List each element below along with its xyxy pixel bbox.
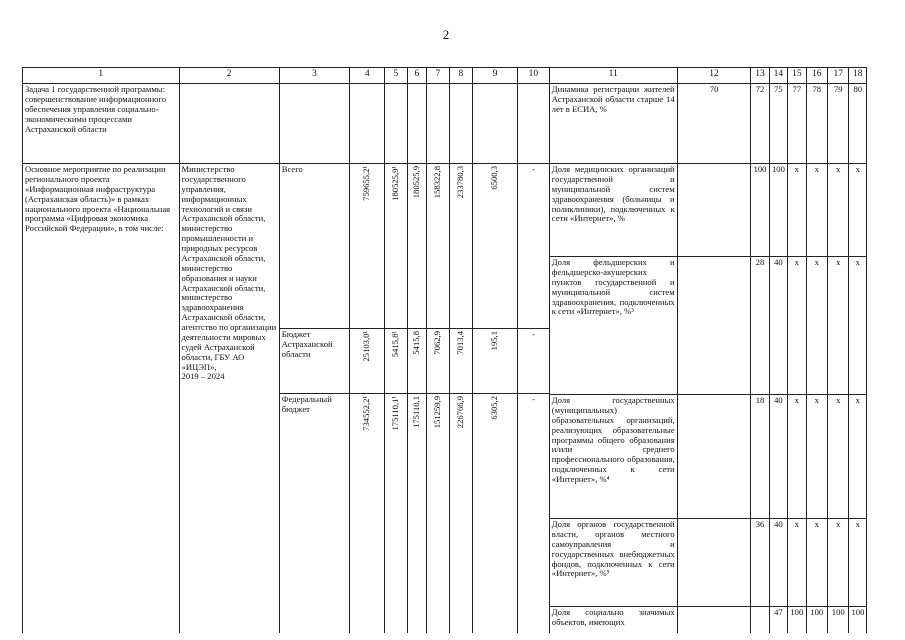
- event-executors-text: Министерство государственного управления, информационных технологий и связи Астраханской области, министерство промышленности и природных ресурсов Астраханской области, министерство образования и науки Астраханской области, министерство здравоохранения Астраханской области, агентство по организации деятельности мировых судей Астраханской области, ГБУ АО «ИЦЭП»,: [181, 164, 277, 372]
- header-cell: 7: [427, 68, 450, 84]
- indicator-value: x: [806, 395, 827, 519]
- task-value: 72: [751, 84, 769, 164]
- indicator-value: [751, 607, 769, 633]
- header-cell: 9: [473, 68, 518, 84]
- funding-value: 5415,8¹: [389, 331, 400, 358]
- indicator-text: Доля органов государственной власти, органов местного самоуправления и государственных внебюджетных фондов, подключенных к сети «Интернет», %⁵: [549, 519, 677, 607]
- indicator-value: x: [788, 395, 806, 519]
- funding-value: 226766,9: [454, 396, 465, 429]
- indicator-value: [677, 395, 751, 519]
- indicator-value: x: [828, 519, 849, 607]
- header-cell: 14: [769, 68, 787, 84]
- task-value: 78: [806, 84, 827, 164]
- funding-value: 233780,3: [454, 166, 465, 199]
- funding-value: -: [518, 394, 550, 633]
- indicator-value: 40: [769, 395, 787, 519]
- indicator-text: Доля фельдшерских и фельдшерско-акушерских пунктов государственной и муниципальной систем здравоохранения, подключенных к сети «Интернет», %³: [549, 257, 677, 395]
- indicator-value: 100: [769, 164, 787, 257]
- indicator-value: x: [806, 164, 827, 257]
- indicator-value: x: [828, 164, 849, 257]
- task-row: [23, 84, 867, 164]
- indicator-value: [677, 164, 751, 257]
- indicator-value: 28: [751, 257, 769, 395]
- indicator-value: 100: [806, 607, 827, 633]
- indicator-value: x: [828, 257, 849, 395]
- header-cell: 17: [828, 68, 849, 84]
- indicator-value: x: [788, 519, 806, 607]
- indicator-value: 36: [751, 519, 769, 607]
- funding-total: 25103,0¹: [361, 331, 372, 362]
- indicator-value: 100: [828, 607, 849, 633]
- indicator-value: 40: [769, 257, 787, 395]
- header-cell: 18: [849, 68, 867, 84]
- task-value: 77: [788, 84, 806, 164]
- task-value: 79: [828, 84, 849, 164]
- indicator-value: 40: [769, 519, 787, 607]
- funding-total: 734552,2¹: [361, 396, 372, 431]
- task-value: 80: [849, 84, 867, 164]
- indicator-value: [677, 257, 751, 395]
- task-value: 75: [769, 84, 787, 164]
- indicator-value: x: [849, 257, 867, 395]
- task-title: Задача 1 государственной программы: совершенствование информационного обеспечения управления социально-экономическими процессами Астраханской области: [23, 84, 180, 164]
- funding-value: 5415,8: [410, 331, 421, 355]
- indicator-value: 100: [788, 607, 806, 633]
- header-cell: 1: [23, 68, 180, 84]
- indicator-text: Доля государственных (муниципальных) образовательных организаций, реализующих образовательные программы общего образования и/или среднего профессионального образования, подключенных к сети «Интернет», %⁴: [549, 395, 677, 519]
- header-cell: 3: [279, 68, 350, 84]
- program-table: [22, 67, 867, 633]
- funding-value: 6500,3: [489, 166, 500, 190]
- indicator-value: [677, 607, 751, 633]
- task-indicator: Динамика регистрации жителей Астраханской области старше 14 лет в ЕСИА, %: [549, 84, 677, 164]
- page-number: 2: [442, 27, 450, 42]
- funding-value: 195,1: [489, 331, 500, 351]
- indicator-value: x: [788, 257, 806, 395]
- header-cell: 2: [179, 68, 279, 84]
- funding-value: 180525,9¹: [389, 166, 400, 201]
- funding-value: 175110,1: [410, 396, 421, 428]
- indicator-value: x: [806, 519, 827, 607]
- event-executors: [179, 164, 279, 633]
- header-cell: 16: [806, 68, 827, 84]
- indicator-text: Доля медицинских организаций государственной и муниципальной систем здравоохранения (больницы и поликлиники), подключенных к сети «Интернет», %: [549, 164, 677, 257]
- header-cell: 12: [677, 68, 751, 84]
- funding-value: 7062,9: [431, 331, 442, 355]
- header-row: [23, 68, 867, 84]
- funding-source: Всего: [279, 164, 350, 329]
- indicator-value: 47: [769, 607, 787, 633]
- header-cell: 5: [385, 68, 408, 84]
- header-cell: 11: [549, 68, 677, 84]
- header-cell: 6: [407, 68, 426, 84]
- header-cell: 13: [751, 68, 769, 84]
- funding-value: 175110,1¹: [389, 396, 400, 431]
- funding-value: -: [518, 164, 550, 329]
- event-period: 2019 – 2024: [181, 371, 225, 382]
- funding-value: 180525,9: [410, 166, 421, 199]
- indicator-value: x: [849, 519, 867, 607]
- header-cell: 8: [449, 68, 473, 84]
- funding-value: 151259,9: [431, 396, 442, 429]
- funding-source: Федеральный бюджет: [279, 394, 350, 633]
- indicator-value: 100: [751, 164, 769, 257]
- indicator-value: x: [788, 164, 806, 257]
- indicator-value: x: [849, 164, 867, 257]
- funding-value: 158322,8: [431, 166, 442, 199]
- indicator-value: x: [806, 257, 827, 395]
- funding-total: 759655,2¹: [361, 166, 372, 201]
- indicator-value: x: [849, 395, 867, 519]
- funding-source: Бюджет Астраханской области: [279, 329, 350, 394]
- indicator-text: Доля социально значимых объектов, имеющих: [549, 607, 677, 633]
- indicator-value: [677, 519, 751, 607]
- event-title: Основное мероприятие по реализации регионального проекта «Информационная инфраструктура (Астраханская область)» в рамках национального проекта «Национальная программа «Цифровая экономика Российской Федерации», в том числе:: [23, 164, 180, 633]
- funding-value: -: [518, 329, 550, 394]
- header-cell: 10: [518, 68, 550, 84]
- event-row: [23, 164, 867, 257]
- indicator-value: x: [828, 395, 849, 519]
- funding-value: 6305,2: [489, 396, 500, 420]
- indicator-value: 18: [751, 395, 769, 519]
- indicator-value: 100: [849, 607, 867, 633]
- funding-value: 7013,4: [454, 331, 465, 355]
- header-cell: 4: [350, 68, 385, 84]
- task-value: 70: [677, 84, 751, 164]
- header-cell: 15: [788, 68, 806, 84]
